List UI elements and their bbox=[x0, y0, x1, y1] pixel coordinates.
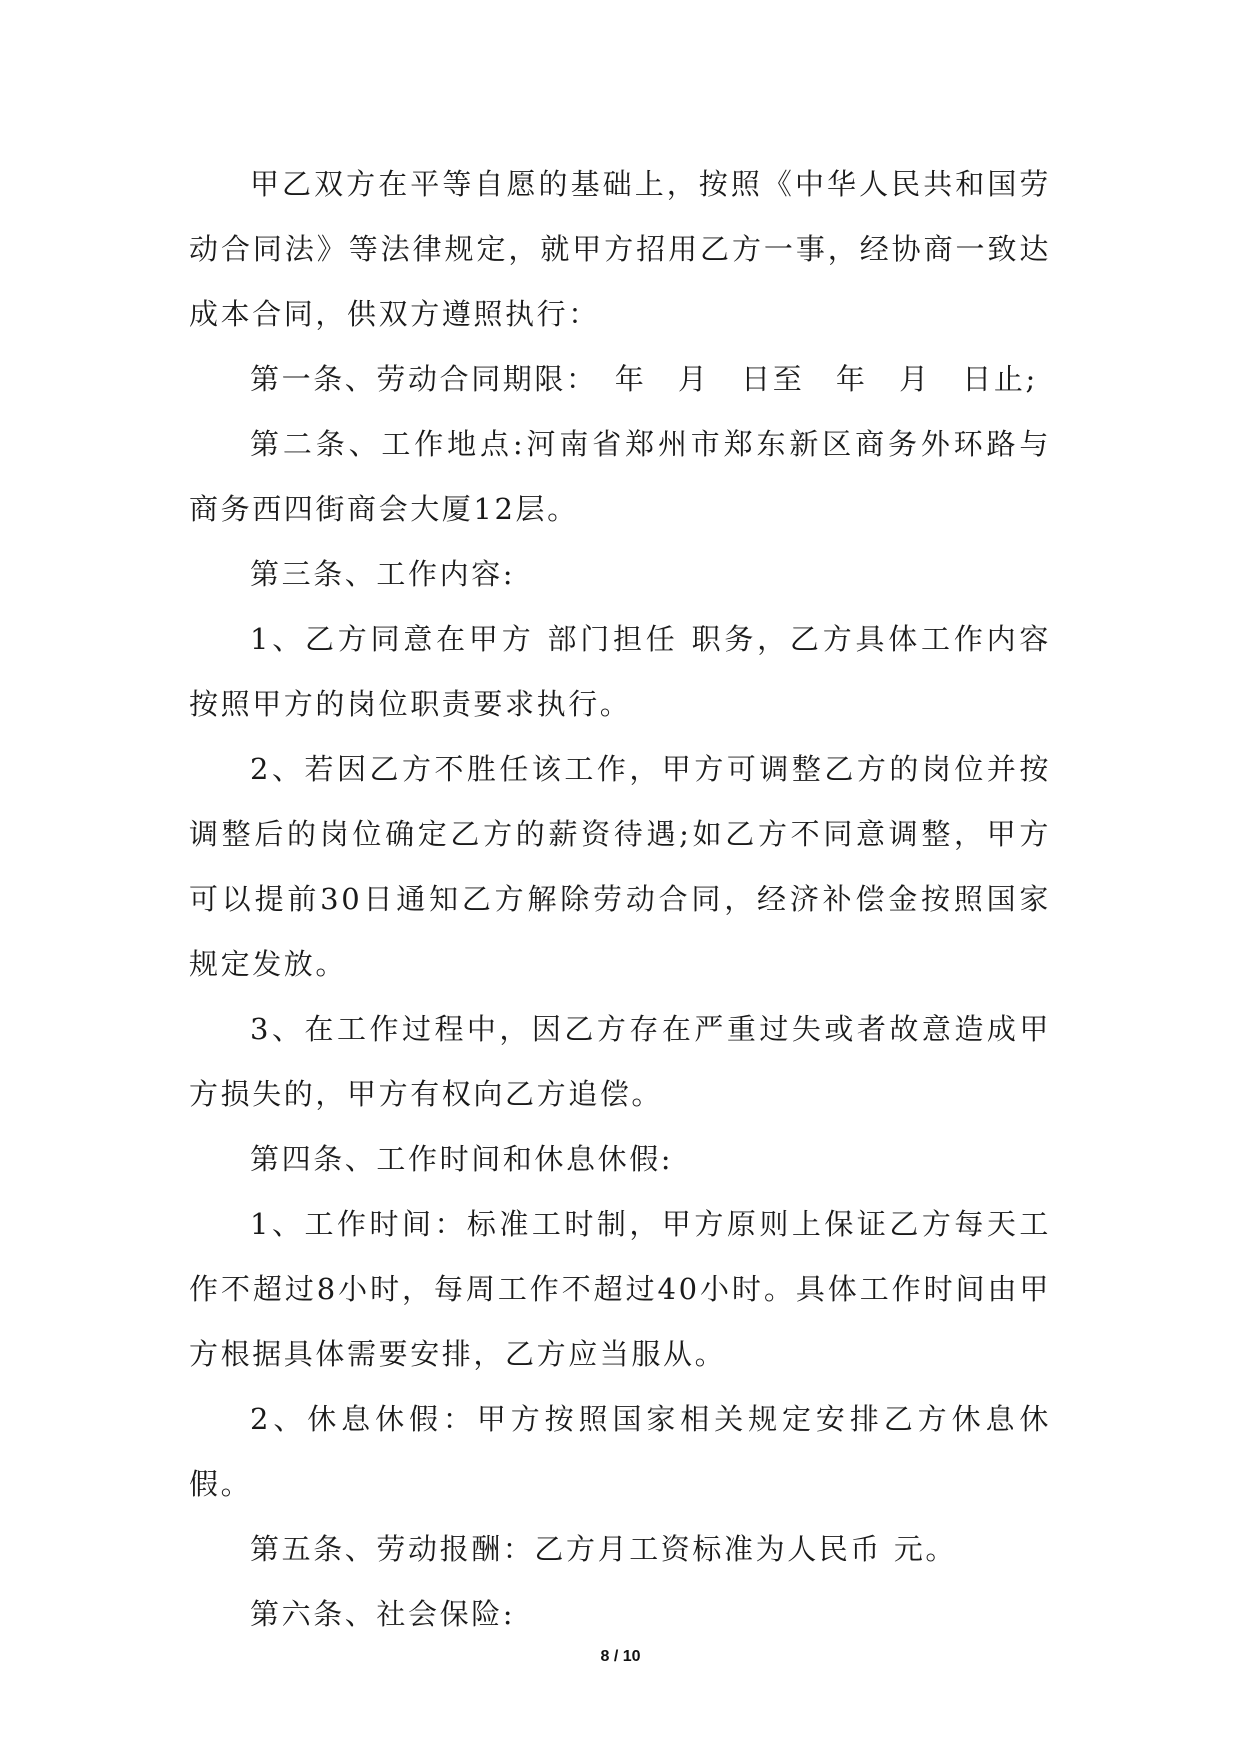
paragraph-article-3-item-3: 3、在工作过程中，因乙方存在严重过失或者故意造成甲方损失的，甲方有权向乙方追偿。 bbox=[189, 1012, 1051, 1111]
paragraph-article-2-location: 第二条、工作地点:河南省郑州市郑东新区商务外环路与商务西四街商会大厦12层。 bbox=[189, 427, 1051, 526]
document-body bbox=[189, 152, 1051, 1647]
paragraph-article-5-salary: 第五条、劳动报酬：乙方月工资标准为人民币 元。 bbox=[250, 1532, 958, 1566]
paragraph-article-1-term: 第一条、劳动合同期限： 年 月 日至 年 月 日止; bbox=[250, 362, 1038, 396]
paragraph-article-3-heading: 第三条、工作内容: bbox=[250, 557, 516, 591]
page-number: 8 / 10 bbox=[600, 1648, 641, 1665]
paragraph-article-6-heading: 第六条、社会保险: bbox=[250, 1597, 516, 1631]
paragraph-article-4-heading: 第四条、工作时间和休息休假: bbox=[250, 1142, 674, 1176]
paragraph-article-4-item-1: 1、工作时间：标准工时制，甲方原则上保证乙方每天工作不超过8小时，每周工作不超过40小时。具体工作时间由甲方根据具体需要安排，乙方应当服从。 bbox=[189, 1207, 1051, 1371]
paragraph-article-4-item-2: 2、休息休假：甲方按照国家相关规定安排乙方休息休假。 bbox=[189, 1402, 1051, 1501]
paragraph-article-3-item-1: 1、乙方同意在甲方 部门担任 职务，乙方具体工作内容按照甲方的岗位职责要求执行。 bbox=[189, 622, 1051, 721]
paragraph-article-3-item-2: 2、若因乙方不胜任该工作，甲方可调整乙方的岗位并按调整后的岗位确定乙方的薪资待遇;如乙方不同意调整，甲方可以提前30日通知乙方解除劳动合同，经济补偿金按照国家规定发放。 bbox=[189, 752, 1051, 981]
paragraph-preamble: 甲乙双方在平等自愿的基础上，按照《中华人民共和国劳动合同法》等法律规定，就甲方招用乙方一事，经协商一致达成本合同，供双方遵照执行： bbox=[189, 167, 1051, 331]
